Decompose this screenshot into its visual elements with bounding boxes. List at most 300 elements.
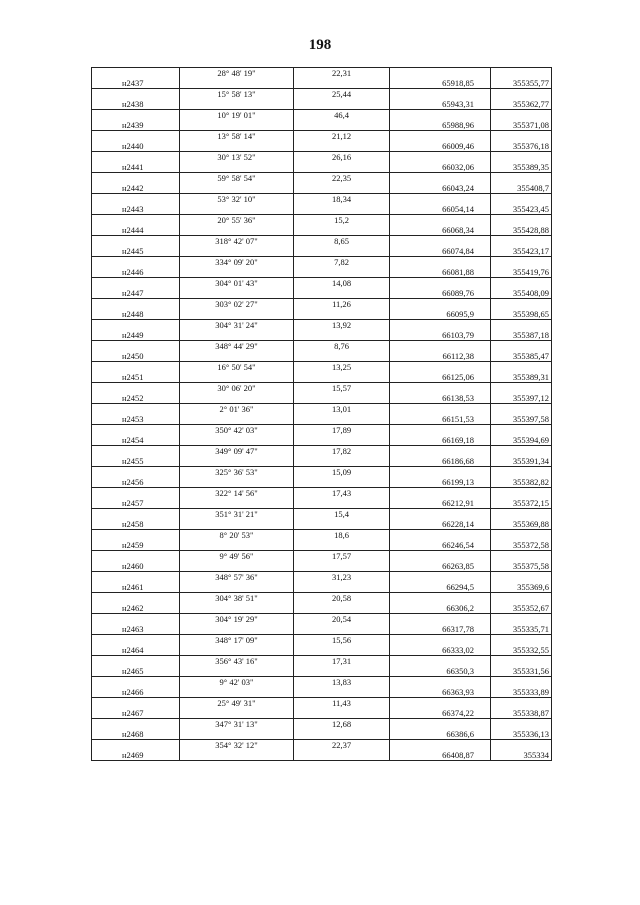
distance-cell: 18,34 — [294, 194, 390, 205]
distance-cell — [294, 582, 390, 593]
segment-row — [92, 530, 552, 541]
direction-angle-cell — [180, 309, 294, 320]
point-name-cell — [92, 131, 180, 142]
x-coordinate-cell — [390, 299, 491, 310]
point-row — [92, 435, 552, 446]
y-coordinate-cell — [491, 614, 552, 625]
direction-angle-cell — [180, 372, 294, 383]
y-coordinate-cell — [491, 320, 552, 331]
x-coordinate-cell: 66228,14 — [390, 519, 491, 530]
point-row — [92, 708, 552, 719]
x-coordinate-cell: 66054,14 — [390, 204, 491, 215]
direction-angle-cell: 347° 31' 13" — [180, 719, 294, 730]
distance-cell — [294, 666, 390, 677]
point-name-cell — [92, 530, 180, 541]
direction-angle-cell: 59° 58' 54" — [180, 173, 294, 184]
point-name-cell — [92, 362, 180, 373]
point-row — [92, 519, 552, 530]
y-coordinate-cell: 355423,45 — [491, 204, 552, 215]
point-row — [92, 645, 552, 656]
direction-angle-cell: 322° 14' 56" — [180, 488, 294, 499]
y-coordinate-cell — [491, 467, 552, 478]
y-coordinate-cell — [491, 89, 552, 100]
point-name-cell — [92, 236, 180, 247]
distance-cell — [294, 477, 390, 488]
x-coordinate-cell: 65943,31 — [390, 99, 491, 110]
x-coordinate-cell: 66009,46 — [390, 141, 491, 152]
distance-cell: 15,4 — [294, 509, 390, 520]
point-name-cell: н2448 — [92, 309, 180, 320]
distance-cell — [294, 519, 390, 530]
direction-angle-cell — [180, 183, 294, 194]
distance-cell — [294, 708, 390, 719]
distance-cell: 20,58 — [294, 593, 390, 604]
point-name-cell — [92, 446, 180, 457]
distance-cell — [294, 267, 390, 278]
x-coordinate-cell — [390, 362, 491, 373]
distance-cell — [294, 729, 390, 740]
point-name-cell — [92, 425, 180, 436]
direction-angle-cell: 15° 58' 13" — [180, 89, 294, 100]
segment-row — [92, 614, 552, 625]
y-coordinate-cell — [491, 551, 552, 562]
direction-angle-cell — [180, 750, 294, 761]
direction-angle-cell: 30° 06' 20" — [180, 383, 294, 394]
x-coordinate-cell — [390, 425, 491, 436]
direction-angle-cell — [180, 645, 294, 656]
direction-angle-cell: 9° 49' 56" — [180, 551, 294, 562]
x-coordinate-cell — [390, 89, 491, 100]
y-coordinate-cell — [491, 215, 552, 226]
x-coordinate-cell: 66363,93 — [390, 687, 491, 698]
point-row — [92, 477, 552, 488]
segment-row — [92, 383, 552, 394]
distance-cell — [294, 414, 390, 425]
point-name-cell: н2444 — [92, 225, 180, 236]
direction-angle-cell — [180, 477, 294, 488]
point-name-cell: н2451 — [92, 372, 180, 383]
direction-angle-cell: 334° 09' 20" — [180, 257, 294, 268]
distance-cell: 15,56 — [294, 635, 390, 646]
direction-angle-cell — [180, 498, 294, 509]
point-row — [92, 246, 552, 257]
x-coordinate-cell — [390, 236, 491, 247]
point-row — [92, 309, 552, 320]
point-name-cell — [92, 614, 180, 625]
x-coordinate-cell: 66317,78 — [390, 624, 491, 635]
segment-row — [92, 110, 552, 121]
segment-row — [92, 257, 552, 268]
y-coordinate-cell — [491, 530, 552, 541]
direction-angle-cell: 9° 42' 03" — [180, 677, 294, 688]
x-coordinate-cell — [390, 572, 491, 583]
x-coordinate-cell — [390, 551, 491, 562]
point-name-cell: н2464 — [92, 645, 180, 656]
y-coordinate-cell — [491, 278, 552, 289]
segment-row — [92, 572, 552, 583]
segment-row — [92, 320, 552, 331]
segment-row — [92, 131, 552, 142]
y-coordinate-cell: 355352,67 — [491, 603, 552, 614]
direction-angle-cell: 325° 36' 53" — [180, 467, 294, 478]
point-name-cell: н2467 — [92, 708, 180, 719]
distance-cell: 11,26 — [294, 299, 390, 310]
x-coordinate-cell — [390, 698, 491, 709]
x-coordinate-cell: 66138,53 — [390, 393, 491, 404]
x-coordinate-cell — [390, 467, 491, 478]
y-coordinate-cell — [491, 362, 552, 373]
segment-row — [92, 467, 552, 478]
point-row — [92, 729, 552, 740]
point-name-cell: н2466 — [92, 687, 180, 698]
y-coordinate-cell — [491, 173, 552, 184]
y-coordinate-cell — [491, 425, 552, 436]
distance-cell: 46,4 — [294, 110, 390, 121]
point-name-cell — [92, 278, 180, 289]
point-row — [92, 120, 552, 131]
distance-cell: 13,92 — [294, 320, 390, 331]
point-name-cell: н2468 — [92, 729, 180, 740]
distance-cell — [294, 456, 390, 467]
y-coordinate-cell: 355334 — [491, 750, 552, 761]
distance-cell: 13,25 — [294, 362, 390, 373]
point-name-cell: н2456 — [92, 477, 180, 488]
distance-cell — [294, 141, 390, 152]
direction-angle-cell — [180, 603, 294, 614]
point-row — [92, 267, 552, 278]
point-row — [92, 183, 552, 194]
distance-cell — [294, 351, 390, 362]
coordinates-table-body — [92, 68, 552, 761]
y-coordinate-cell — [491, 593, 552, 604]
point-name-cell: н2469 — [92, 750, 180, 761]
point-name-cell — [92, 740, 180, 751]
y-coordinate-cell: 355389,31 — [491, 372, 552, 383]
distance-cell: 11,43 — [294, 698, 390, 709]
point-row — [92, 78, 552, 89]
x-coordinate-cell: 65918,85 — [390, 78, 491, 89]
direction-angle-cell — [180, 561, 294, 572]
segment-row — [92, 89, 552, 100]
direction-angle-cell — [180, 414, 294, 425]
y-coordinate-cell: 355408,7 — [491, 183, 552, 194]
point-row — [92, 603, 552, 614]
distance-cell — [294, 120, 390, 131]
point-row — [92, 624, 552, 635]
direction-angle-cell — [180, 666, 294, 677]
y-coordinate-cell — [491, 719, 552, 730]
distance-cell: 13,83 — [294, 677, 390, 688]
point-row — [92, 372, 552, 383]
segment-row — [92, 593, 552, 604]
x-coordinate-cell: 66294,5 — [390, 582, 491, 593]
point-row — [92, 666, 552, 677]
direction-angle-cell — [180, 624, 294, 635]
distance-cell — [294, 603, 390, 614]
y-coordinate-cell — [491, 572, 552, 583]
point-row — [92, 204, 552, 215]
distance-cell: 22,37 — [294, 740, 390, 751]
direction-angle-cell — [180, 99, 294, 110]
direction-angle-cell: 303° 02' 27" — [180, 299, 294, 310]
point-name-cell — [92, 488, 180, 499]
point-row — [92, 162, 552, 173]
y-coordinate-cell: 355331,56 — [491, 666, 552, 677]
direction-angle-cell — [180, 582, 294, 593]
direction-angle-cell: 304° 31' 24" — [180, 320, 294, 331]
point-name-cell: н2438 — [92, 99, 180, 110]
point-name-cell — [92, 404, 180, 415]
distance-cell: 13,01 — [294, 404, 390, 415]
y-coordinate-cell: 355397,12 — [491, 393, 552, 404]
point-row — [92, 225, 552, 236]
direction-angle-cell: 304° 19' 29" — [180, 614, 294, 625]
point-row — [92, 498, 552, 509]
x-coordinate-cell: 66081,88 — [390, 267, 491, 278]
y-coordinate-cell — [491, 194, 552, 205]
point-name-cell: н2463 — [92, 624, 180, 635]
direction-angle-cell: 354° 32' 12" — [180, 740, 294, 751]
x-coordinate-cell: 66246,54 — [390, 540, 491, 551]
point-name-cell — [92, 551, 180, 562]
segment-row — [92, 719, 552, 730]
y-coordinate-cell: 355372,15 — [491, 498, 552, 509]
point-name-cell: н2439 — [92, 120, 180, 131]
point-row — [92, 288, 552, 299]
point-name-cell: н2455 — [92, 456, 180, 467]
segment-row — [92, 446, 552, 457]
point-name-cell — [92, 173, 180, 184]
point-name-cell — [92, 656, 180, 667]
x-coordinate-cell: 66032,06 — [390, 162, 491, 173]
direction-angle-cell — [180, 78, 294, 89]
y-coordinate-cell — [491, 656, 552, 667]
direction-angle-cell — [180, 162, 294, 173]
y-coordinate-cell: 355391,34 — [491, 456, 552, 467]
x-coordinate-cell — [390, 740, 491, 751]
distance-cell: 15,09 — [294, 467, 390, 478]
point-row — [92, 99, 552, 110]
point-row — [92, 561, 552, 572]
y-coordinate-cell: 355335,71 — [491, 624, 552, 635]
point-row — [92, 393, 552, 404]
direction-angle-cell: 8° 20' 53" — [180, 530, 294, 541]
segment-row — [92, 194, 552, 205]
x-coordinate-cell — [390, 383, 491, 394]
y-coordinate-cell: 355385,47 — [491, 351, 552, 362]
segment-row — [92, 236, 552, 247]
direction-angle-cell: 13° 58' 14" — [180, 131, 294, 142]
x-coordinate-cell: 66125,06 — [390, 372, 491, 383]
direction-angle-cell: 2° 01' 36" — [180, 404, 294, 415]
direction-angle-cell — [180, 729, 294, 740]
y-coordinate-cell: 355398,65 — [491, 309, 552, 320]
direction-angle-cell: 318° 42' 07" — [180, 236, 294, 247]
point-name-cell — [92, 677, 180, 688]
x-coordinate-cell: 66212,91 — [390, 498, 491, 509]
distance-cell: 15,57 — [294, 383, 390, 394]
distance-cell: 17,82 — [294, 446, 390, 457]
y-coordinate-cell — [491, 257, 552, 268]
x-coordinate-cell — [390, 131, 491, 142]
point-name-cell: н2453 — [92, 414, 180, 425]
y-coordinate-cell: 355336,13 — [491, 729, 552, 740]
segment-row — [92, 299, 552, 310]
direction-angle-cell — [180, 330, 294, 341]
point-name-cell — [92, 215, 180, 226]
y-coordinate-cell: 355394,69 — [491, 435, 552, 446]
direction-angle-cell — [180, 267, 294, 278]
direction-angle-cell: 349° 09' 47" — [180, 446, 294, 457]
y-coordinate-cell — [491, 383, 552, 394]
distance-cell — [294, 309, 390, 320]
distance-cell — [294, 393, 390, 404]
x-coordinate-cell: 66089,76 — [390, 288, 491, 299]
direction-angle-cell — [180, 351, 294, 362]
x-coordinate-cell — [390, 719, 491, 730]
distance-cell: 15,2 — [294, 215, 390, 226]
distance-cell — [294, 225, 390, 236]
x-coordinate-cell: 66043,24 — [390, 183, 491, 194]
x-coordinate-cell — [390, 257, 491, 268]
direction-angle-cell — [180, 246, 294, 257]
direction-angle-cell — [180, 456, 294, 467]
segment-row — [92, 656, 552, 667]
distance-cell — [294, 750, 390, 761]
y-coordinate-cell: 355387,18 — [491, 330, 552, 341]
x-coordinate-cell — [390, 152, 491, 163]
x-coordinate-cell — [390, 446, 491, 457]
distance-cell — [294, 540, 390, 551]
point-row — [92, 582, 552, 593]
distance-cell: 12,68 — [294, 719, 390, 730]
y-coordinate-cell: 355375,58 — [491, 561, 552, 572]
direction-angle-cell — [180, 288, 294, 299]
y-coordinate-cell: 355397,58 — [491, 414, 552, 425]
point-name-cell — [92, 257, 180, 268]
point-name-cell — [92, 719, 180, 730]
x-coordinate-cell — [390, 509, 491, 520]
y-coordinate-cell — [491, 446, 552, 457]
y-coordinate-cell: 355369,6 — [491, 582, 552, 593]
x-coordinate-cell: 66169,18 — [390, 435, 491, 446]
point-name-cell: н2442 — [92, 183, 180, 194]
direction-angle-cell: 348° 57' 36" — [180, 572, 294, 583]
point-name-cell — [92, 593, 180, 604]
y-coordinate-cell: 355355,77 — [491, 78, 552, 89]
direction-angle-cell — [180, 687, 294, 698]
y-coordinate-cell — [491, 236, 552, 247]
distance-cell — [294, 372, 390, 383]
point-name-cell — [92, 572, 180, 583]
distance-cell: 8,76 — [294, 341, 390, 352]
x-coordinate-cell: 66374,22 — [390, 708, 491, 719]
distance-cell: 17,43 — [294, 488, 390, 499]
direction-angle-cell: 350° 42' 03" — [180, 425, 294, 436]
x-coordinate-cell — [390, 614, 491, 625]
y-coordinate-cell: 355419,76 — [491, 267, 552, 278]
segment-row — [92, 551, 552, 562]
point-name-cell — [92, 383, 180, 394]
segment-row — [92, 740, 552, 751]
segment-row — [92, 173, 552, 184]
point-name-cell: н2461 — [92, 582, 180, 593]
x-coordinate-cell — [390, 593, 491, 604]
point-row — [92, 456, 552, 467]
direction-angle-cell: 28° 48' 19" — [180, 68, 294, 79]
x-coordinate-cell — [390, 173, 491, 184]
x-coordinate-cell — [390, 68, 491, 79]
point-row — [92, 540, 552, 551]
x-coordinate-cell: 66095,9 — [390, 309, 491, 320]
point-name-cell — [92, 110, 180, 121]
point-name-cell: н2459 — [92, 540, 180, 551]
distance-cell — [294, 246, 390, 257]
direction-angle-cell: 304° 38' 51" — [180, 593, 294, 604]
point-name-cell — [92, 698, 180, 709]
distance-cell: 17,31 — [294, 656, 390, 667]
x-coordinate-cell — [390, 677, 491, 688]
distance-cell: 20,54 — [294, 614, 390, 625]
x-coordinate-cell — [390, 215, 491, 226]
x-coordinate-cell: 66333,02 — [390, 645, 491, 656]
point-row — [92, 141, 552, 152]
x-coordinate-cell: 66151,53 — [390, 414, 491, 425]
x-coordinate-cell — [390, 278, 491, 289]
direction-angle-cell: 356° 43' 16" — [180, 656, 294, 667]
y-coordinate-cell — [491, 299, 552, 310]
point-name-cell: н2447 — [92, 288, 180, 299]
x-coordinate-cell: 66408,87 — [390, 750, 491, 761]
x-coordinate-cell — [390, 656, 491, 667]
point-name-cell: н2443 — [92, 204, 180, 215]
x-coordinate-cell: 66103,79 — [390, 330, 491, 341]
distance-cell: 7,82 — [294, 257, 390, 268]
point-name-cell: н2446 — [92, 267, 180, 278]
point-row — [92, 351, 552, 362]
direction-angle-cell: 348° 44' 29" — [180, 341, 294, 352]
y-coordinate-cell: 355332,55 — [491, 645, 552, 656]
y-coordinate-cell: 355372,58 — [491, 540, 552, 551]
point-name-cell — [92, 89, 180, 100]
x-coordinate-cell: 66068,34 — [390, 225, 491, 236]
y-coordinate-cell — [491, 698, 552, 709]
segment-row — [92, 635, 552, 646]
point-name-cell: н2437 — [92, 78, 180, 89]
distance-cell — [294, 78, 390, 89]
segment-row — [92, 215, 552, 226]
y-coordinate-cell — [491, 68, 552, 79]
point-name-cell: н2440 — [92, 141, 180, 152]
x-coordinate-cell — [390, 635, 491, 646]
x-coordinate-cell — [390, 530, 491, 541]
y-coordinate-cell — [491, 488, 552, 499]
segment-row — [92, 488, 552, 499]
y-coordinate-cell: 355389,35 — [491, 162, 552, 173]
distance-cell: 17,89 — [294, 425, 390, 436]
direction-angle-cell — [180, 708, 294, 719]
direction-angle-cell — [180, 141, 294, 152]
direction-angle-cell: 304° 01' 43" — [180, 278, 294, 289]
point-row — [92, 750, 552, 761]
x-coordinate-cell — [390, 110, 491, 121]
direction-angle-cell: 30° 13' 52" — [180, 152, 294, 163]
point-name-cell: н2458 — [92, 519, 180, 530]
x-coordinate-cell — [390, 404, 491, 415]
direction-angle-cell: 10° 19' 01" — [180, 110, 294, 121]
point-name-cell: н2460 — [92, 561, 180, 572]
x-coordinate-cell: 66199,13 — [390, 477, 491, 488]
